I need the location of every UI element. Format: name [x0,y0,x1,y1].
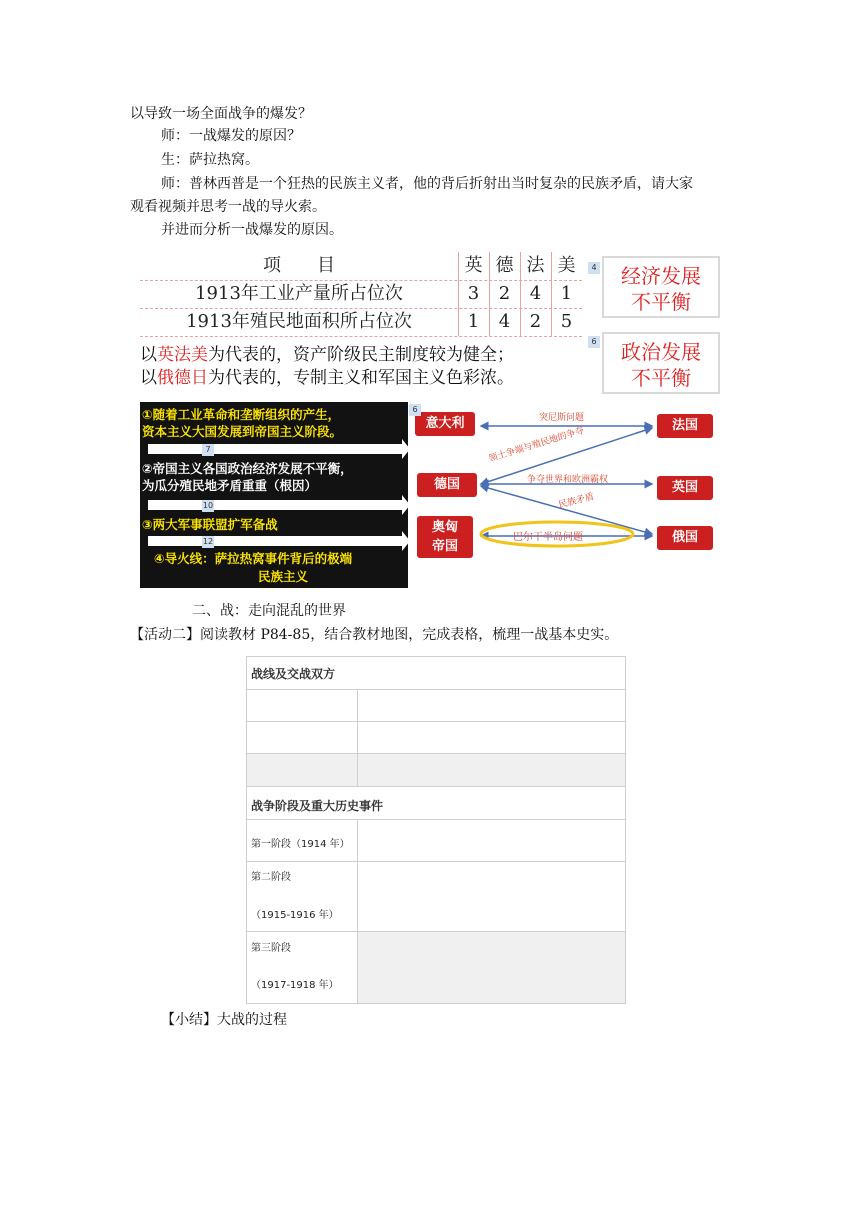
table-cell: 3 [467,283,480,304]
down-arrow [148,444,404,454]
node-austria-line-2: 帝国 [431,539,458,554]
table-cell: 2 [498,283,511,304]
political-imbalance-box [602,332,720,394]
table-divider [551,252,552,336]
intro-line-4a: 师：普林西普是一个狂热的民族主义者，他的背后折射出当时复杂的民族矛盾，请大家 [161,176,693,192]
intro-line-5: 并进而分析一战爆发的原因。 [161,222,343,238]
political-system-text [140,344,582,392]
stage-3-label: 第三阶段 [251,943,291,954]
shaded-row [247,754,625,786]
table-row-label: 1913年工业产量所占位次 [195,283,403,304]
column-divider [357,819,358,1003]
cause-1-line-b: 资本主义大国发展到帝国主义阶段。 [142,424,343,439]
row-divider [247,753,625,754]
row-divider [247,931,625,932]
node-austria-line-1: 奥匈 [431,520,458,535]
slide-number-badge: 6 [409,404,421,416]
intro-line-4b: 观看视频并思考一战的导火索。 [130,199,326,215]
table-row-label: 1913年殖民地面积所占位次 [186,311,412,332]
pol-line-2: 不平衡 [631,366,691,390]
slide-number-badge: 4 [588,262,600,274]
highlight-text: 俄德日 [157,368,208,388]
text: 以 [140,345,157,365]
causes-panel [140,402,408,588]
worksheet-table [246,656,626,1004]
row-divider [247,689,625,690]
table-header-de: 德 [495,255,514,276]
node-italy: 意大利 [415,412,475,436]
table-cell: 5 [560,311,573,332]
down-arrow [148,500,404,510]
intro-line-2: 师：一战爆发的原因？ [161,128,301,144]
label-balkans: 巴尔干半岛问题 [513,532,583,543]
econ-imbalance-box [602,256,720,318]
ranking-table [140,252,582,336]
table-divider [520,252,521,336]
row-divider [247,861,625,862]
stage-2-label: 第二阶段 [251,872,291,883]
slide-number-badge: 12 [202,537,214,546]
node-austria-hungary [417,516,473,558]
table-row [140,280,582,309]
cause-2-line-b: 为瓜分殖民地矛盾重重（根因） [142,478,318,493]
label-hegemony: 争夺世界和欧洲霸权 [527,475,609,485]
section-heading: 二、战：走向混乱的世界 [192,603,346,619]
system-line-1 [140,344,582,367]
table-row [140,252,582,281]
cause-3: ③两大军事联盟扩军备战 [142,517,278,532]
slide-number-badge: 6 [588,336,600,348]
table-header-fr: 法 [526,255,545,276]
stage-2-years: （1915-1916 年） [251,910,339,921]
text: 为代表的，资产阶级民主制度较为健全； [208,345,514,365]
shaded-cell [358,932,625,1003]
table-divider [489,252,490,336]
table-cell: 4 [529,283,542,304]
econ-line-2: 不平衡 [631,290,691,314]
node-britain: 英国 [657,476,713,500]
cause-1-line-a: ①随着工业革命和垄断组织的产生， [142,407,341,422]
down-arrow [148,536,404,546]
table-divider [458,252,459,336]
cause-4-line-a: ④导火线：萨拉热窝事件背后的极端 [154,551,353,566]
row-divider [247,819,625,820]
worksheet-heading-stages: 战争阶段及重大历史事件 [251,799,384,813]
row-divider [247,721,625,722]
label-nationalism: 民族矛盾 [557,492,596,511]
econ-line-1: 经济发展 [621,264,701,288]
stage-1-label: 第一阶段（1914 年） [251,839,350,850]
intro-line-1: 以导致一场全面战争的爆发？ [130,106,312,122]
node-france: 法国 [657,414,713,438]
table-header-us: 美 [557,255,576,276]
cause-2-line-a: ②帝国主义各国政治经济发展不平衡， [142,461,353,476]
pol-line-1: 政治发展 [621,340,701,364]
cause-4-line-b: 民族主义 [258,569,309,584]
table-cell: 4 [498,311,511,332]
summary-heading: 【小结】大战的过程 [161,1012,287,1028]
stage-3-years: （1917-1918 年） [251,980,339,991]
node-germany: 德国 [417,473,477,497]
table-header-uk: 英 [464,255,483,276]
label-territory: 领土争端与殖民地的争夺 [487,425,586,465]
slide-number-badge: 7 [202,444,214,456]
table-row [140,308,582,337]
activity-instructions: 【活动二】阅读教材 P84-85，结合教材地图，完成表格，梳理一战基本史实。 [130,627,619,643]
slide-composite [140,252,724,588]
table-cell: 1 [560,283,573,304]
worksheet-heading-fronts: 战线及交战双方 [251,667,336,681]
intro-line-3: 生：萨拉热窝。 [161,152,259,168]
alliance-conflict-diagram [409,402,724,588]
highlight-text: 英法美 [157,345,208,365]
text: 以 [140,368,157,388]
table-cell: 2 [529,311,542,332]
table-header-item: 项 目 [263,255,335,276]
node-russia: 俄国 [657,526,713,550]
row-divider [247,786,625,787]
column-divider [357,689,358,786]
slide-number-badge: 10 [202,501,214,510]
table-cell: 1 [467,311,480,332]
text: 为代表的，专制主义和军国主义色彩浓。 [208,368,514,388]
system-line-2 [140,367,582,390]
label-tunis: 突尼斯问题 [539,413,585,423]
